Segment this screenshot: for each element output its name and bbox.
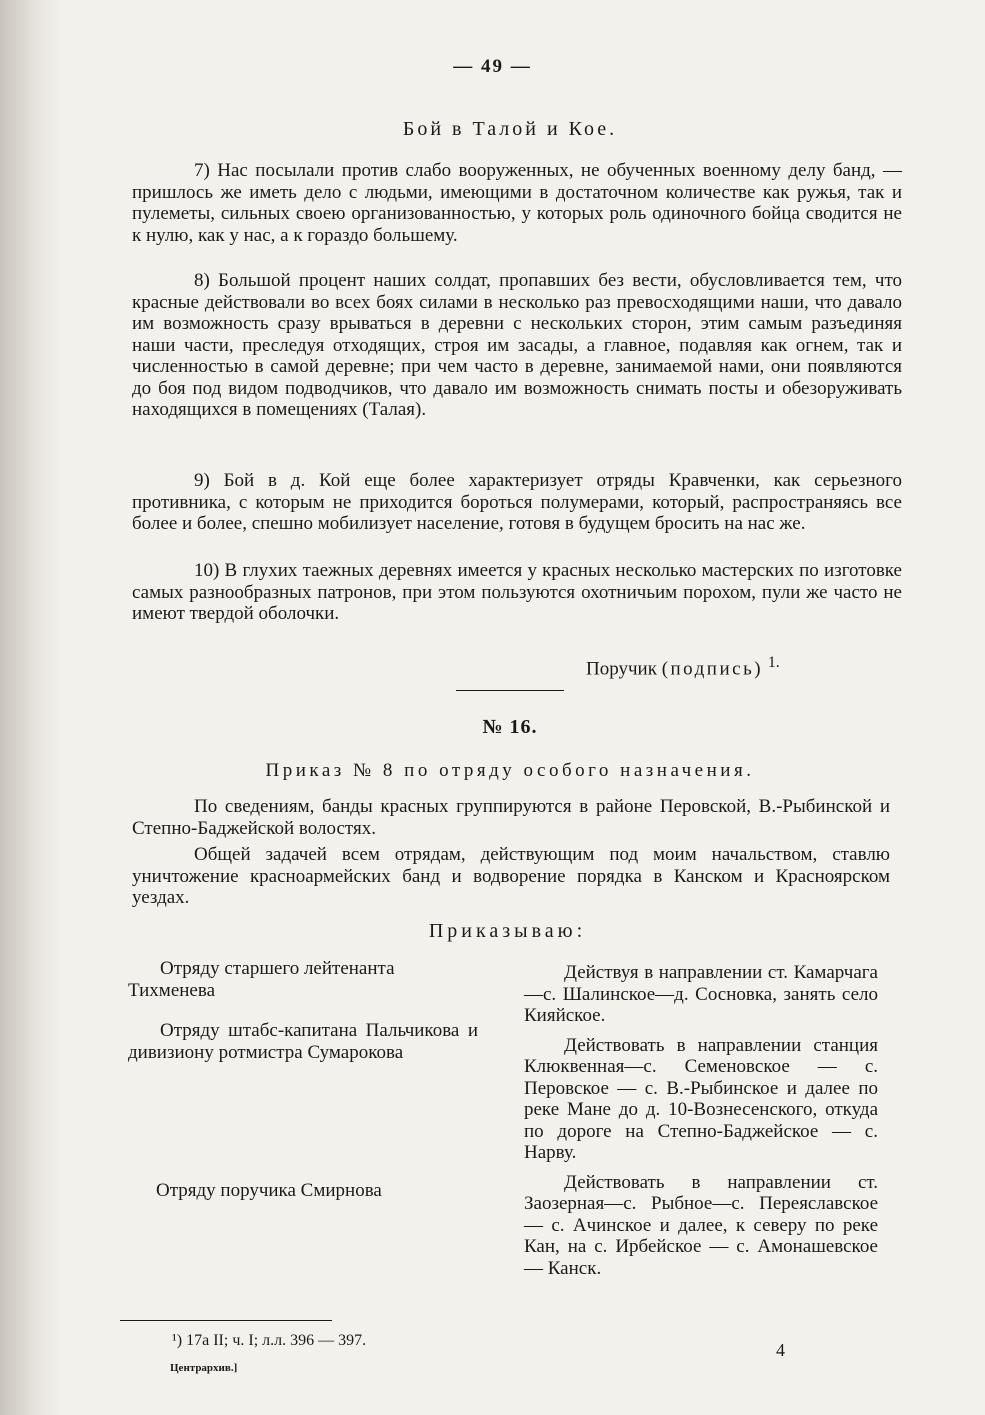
order-task-1: Действуя в направлении ст. Камарчага—с. Шалинское—д. Сосновка, занять село Кияйское. (524, 962, 878, 1026)
signature-footnote-ref: 1. (767, 654, 780, 671)
sheet-mark: 4 (776, 1340, 785, 1360)
archive-note: Центрархив.] (170, 1362, 238, 1374)
order-task-3: Действовать в направлении ст. Заозерная—с. Рыбное—с. Переяславское — с. Ачинское и далее, к северу по реке Кан, на с. Ирбейское — с. Амонашевское — Канск. (524, 1171, 878, 1279)
book-spine-shadow (0, 0, 60, 1415)
order-tasks (524, 962, 878, 1287)
order-paragraph-1: По сведениям, банды красных группируются в районе Перовской, В.-Рыбинской и Степно-Баджейской волостях. (132, 796, 890, 839)
signature-note: (подпись) (661, 658, 764, 680)
footnote-divider (120, 1320, 332, 1321)
order-unit-2: Отряду штабс-капитана Пальчикова и дивизиону ротмистра Сумарокова (128, 1020, 478, 1063)
signature-line (586, 654, 780, 680)
footnote: ¹) 17а II; ч. I; л.л. 396 — 397. (172, 1332, 367, 1349)
section-title: Бой в Талой и Кое. (402, 118, 618, 140)
paragraph-9: 9) Бой в д. Кой еще более характеризует отряды Кравченки, как серьезного противника, с которым не приходится бороться полумерами, который, распространяясь все более и более, спешно мобилизует население, готовя в будущем бросить на нас же. (132, 470, 902, 534)
paragraph-8: 8) Большой процент наших солдат, пропавших без вести, обусловливается тем, что красные действовали во всех боях силами в несколько раз превосходящими наши, что давало им возможность сразу врываться в деревни с нескольких сторон, этим самым разъединяя наши части, преследуя отходящих, строя им засады, а главное, подавляя как огнем, так и численностью в самой деревне; при чем часто в деревне, занимаемой нами, они появляются до боя под видом подводчиков, что давало им возможность снимать посты и обезоруживать находящихся в помещениях (Талая). (132, 270, 902, 420)
order-unit-3: Отряду поручика Смирнова (156, 1180, 382, 1201)
orders-heading: Приказываю: (428, 920, 587, 942)
paragraph-10: 10) В глухих таежных деревнях имеется у красных несколько мастерских по изготовке самых разнообразных патронов, при этом пользуются охотничьим порохом, пули же часто не имеют твердой оболочки. (132, 560, 902, 624)
page-number: — 49 — (453, 56, 532, 77)
signature-rank: Поручик (586, 658, 657, 680)
section-divider (456, 690, 564, 691)
document-number: № 16. (482, 716, 538, 738)
order-paragraph-2: Общей задачей всем отрядам, действующим под моим начальством, ставлю уничтожение красноармейских банд и водворение порядка в Канском и Красноярском уездах. (132, 844, 890, 908)
order-unit-1: Отряду старшего лейтенанта Тихменева (128, 958, 395, 1001)
paragraph-7: 7) Нас посылали против слабо вооруженных, не обученных военному делу банд, — пришлось же иметь дело с людьми, имеющими в достаточном количестве как ружья, так и пулеметы, сильных своею организованностью, у которых роль одиночного бойца сводится не к нулю, как у нас, а к гораздо большему. (132, 160, 902, 246)
order-task-2: Действовать в направлении станция Клюквенная—с. Семеновское — с. Перовское — с. В.-Рыбинское и далее по реке Мане до д. 10-Вознесенского, откуда по дороге на Степно-Баджейское — с. Нарву. (524, 1034, 878, 1163)
order-title: Приказ № 8 по отряду особого назначения. (265, 760, 755, 781)
